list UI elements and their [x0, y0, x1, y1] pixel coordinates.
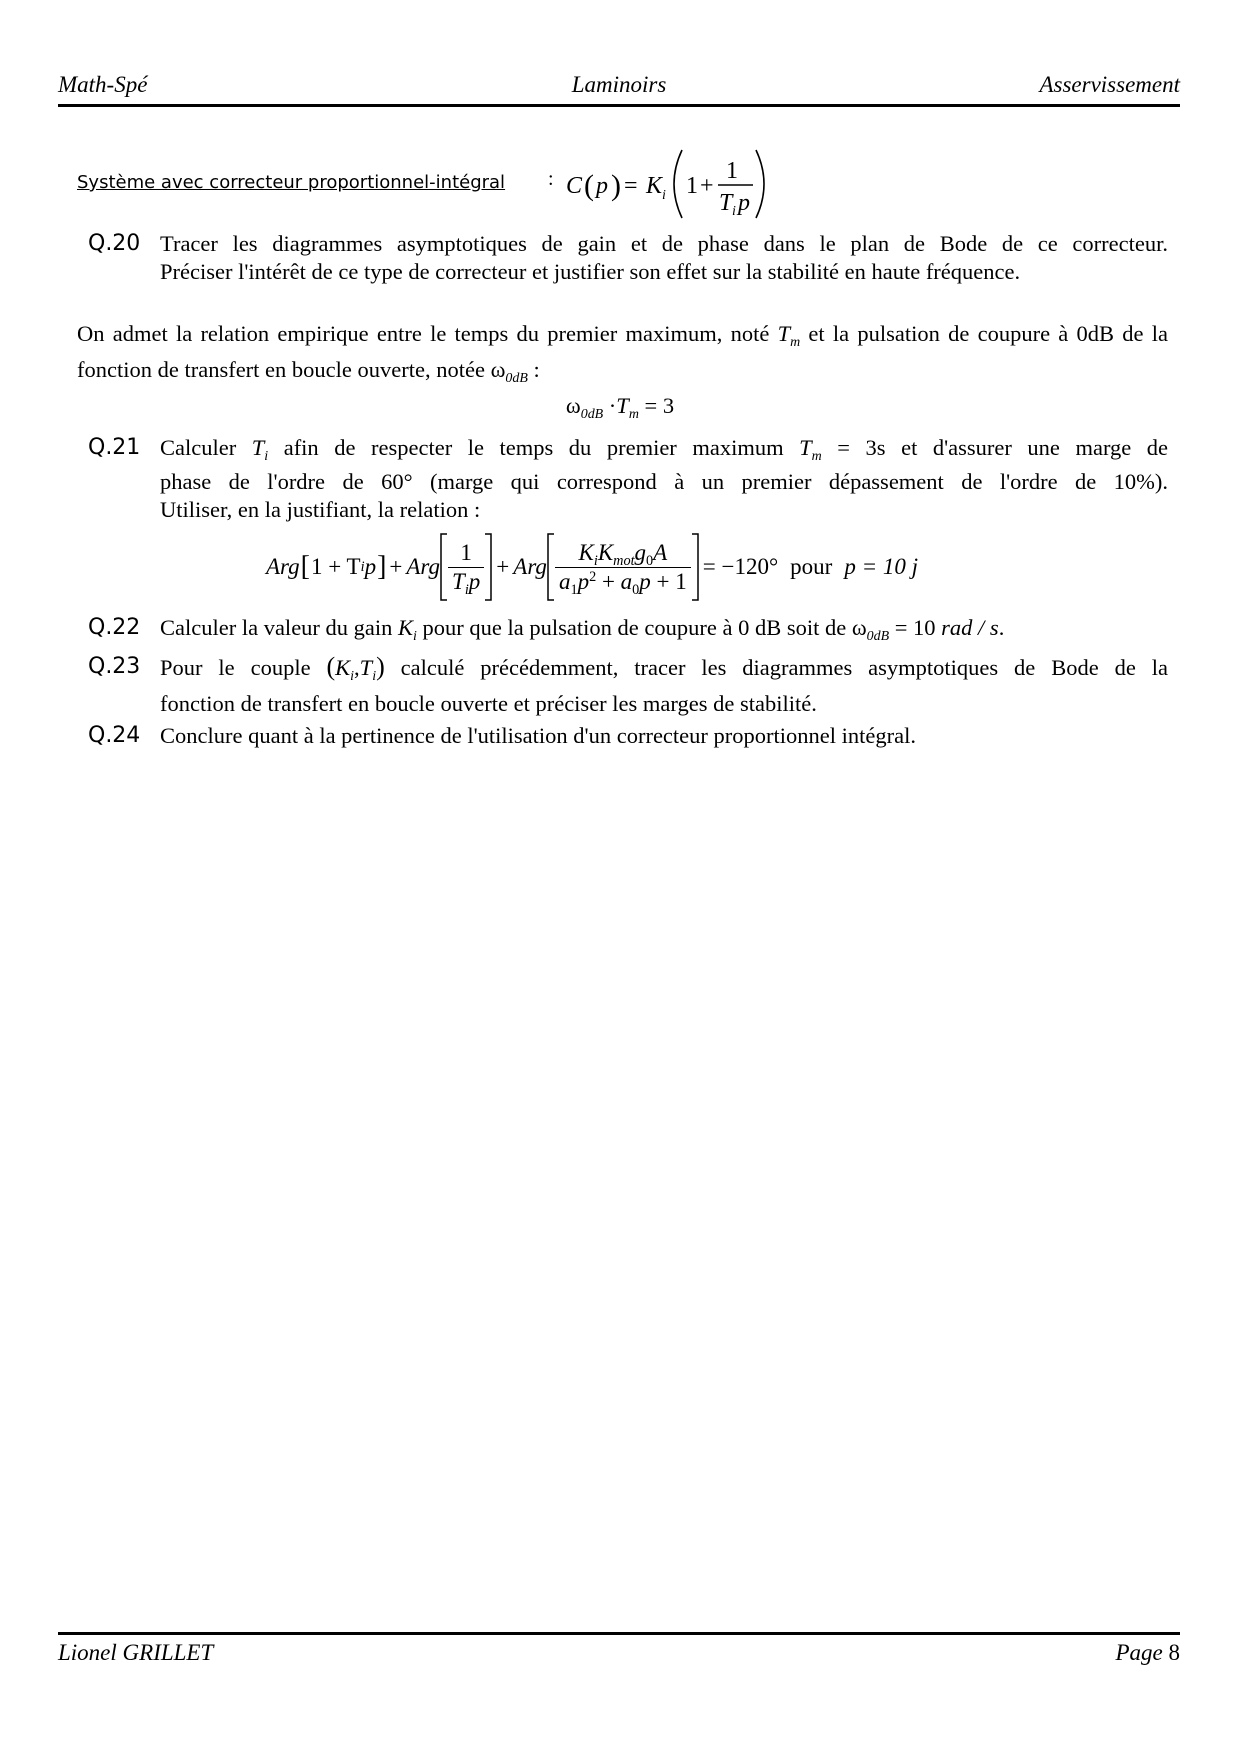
q22-omega-sub: 0dB — [866, 628, 890, 644]
formula-gain-sub: i — [662, 188, 666, 203]
header-left: Math-Spé — [58, 72, 148, 97]
formula-gain: K — [646, 173, 663, 199]
q21-a: Calculer — [160, 435, 237, 460]
question-24-label: Q.24 — [88, 723, 141, 748]
rel2-pour: pour — [790, 554, 833, 579]
rel2-plus1: + — [389, 554, 403, 579]
q21-Ti-sub: i — [264, 448, 269, 464]
question-24-text: Conclure quant à la pertinence de l'utilisation d'un correcteur proportionnel intégral. — [160, 723, 916, 748]
relation-omega-tm — [0, 393, 1240, 422]
header-rule — [58, 104, 1180, 107]
q22-K: K — [398, 615, 414, 640]
intro-part1: On admet la relation empirique entre le temps du premier maximum, noté — [77, 321, 770, 346]
svg-text:(: ( — [584, 169, 594, 202]
formula-den-p: p — [738, 190, 750, 216]
rel2-frac2-K2: K — [597, 540, 614, 566]
rel2-frac2-K: K — [578, 540, 594, 566]
rel2-frac2-sup: 2 — [589, 568, 597, 585]
q21-tm-val: = 3s — [837, 435, 886, 460]
q23-open: ( — [326, 652, 336, 681]
rel2-term1-p: p — [364, 554, 377, 579]
intro-omega-sub: 0dB — [505, 370, 528, 386]
rel2-frac2-one: + 1 — [656, 568, 687, 594]
rel2-pval: p = 10 j — [844, 554, 919, 579]
formula-den-T: T — [719, 190, 733, 216]
question-21-label: Q.21 — [88, 435, 141, 460]
intro-tm: T — [777, 321, 791, 346]
question-23-line2: fonction de transfert en boucle ouverte et préciser les marges de stabilité. — [160, 691, 817, 716]
q21-Ti: T — [251, 435, 265, 460]
q22-val: = 10 — [894, 615, 936, 640]
rel1-omega: ω — [565, 393, 581, 418]
rel2-frac1 — [448, 540, 484, 598]
corrector-formula-svg — [566, 146, 766, 222]
q21-Tm: T — [799, 435, 812, 460]
q23-T-sub: i — [372, 668, 377, 684]
q23-K-sub: i — [350, 668, 355, 684]
q22-end: . — [998, 615, 1005, 640]
intro-tm-sub: m — [790, 334, 801, 350]
rel1-dot: · — [608, 393, 617, 418]
section-colon: : — [548, 168, 554, 190]
q23-a: Pour le couple — [160, 655, 311, 680]
rel1-omega-sub: 0dB — [580, 406, 604, 422]
page-header — [58, 72, 1180, 106]
formula-eq: = — [624, 173, 638, 199]
intro-colon: : — [533, 357, 540, 382]
rel2-frac2-a0: a — [620, 568, 633, 594]
arg-relation: Arg [ 1 + T i p ] + Arg $\frac{1}{T_ip}$ + Arg $\frac{K_iK_{mot}g_0A}{a_1p^2 + a_0p + 1}$ = −120° pour p = 10 j — [266, 530, 918, 604]
intro-part3: 0dB de la fonction de transfert en boucle ouverte, notée — [77, 321, 1169, 382]
rel2-frac2-p: p — [577, 568, 590, 594]
q22-omega: ω — [851, 615, 867, 640]
q23-b: calculé précédemment, tracer les diagrammes asymptotiques de Bode de la — [400, 655, 1169, 680]
rel2-frac2-den-plus: + — [601, 568, 615, 594]
rel2-frac2-a1: a — [558, 568, 571, 594]
rel2-plus2: + — [496, 554, 510, 579]
rel2-frac2 — [555, 540, 691, 598]
footer-author: Lionel GRILLET — [58, 1640, 214, 1665]
q23-close: ) — [376, 652, 385, 681]
rel2-arg1: Arg — [266, 554, 300, 579]
section-title: Système avec correcteur proportionnel-intégral — [77, 172, 506, 193]
q21-Tm-sub: m — [811, 448, 822, 464]
rel2-frac2-A: A — [653, 540, 668, 566]
rel2-frac1-den-T: T — [452, 568, 465, 594]
formula-den-sub: i — [732, 204, 736, 219]
rel2-frac1-den-sub: i — [464, 581, 469, 598]
rel2-frac2-a0-sub: 0 — [632, 581, 640, 598]
intro-part2: et la pulsation de coupure à — [808, 321, 1069, 346]
rel2-frac1-den-p: p — [468, 568, 481, 594]
question-20-line2: Préciser l'intérêt de ce type de correcteur et justifier son effet sur la stabilité en haute fréquence. — [160, 259, 1021, 284]
formula-fn: C — [566, 173, 583, 199]
formula-num: 1 — [726, 158, 738, 184]
question-20-label: Q.20 — [88, 231, 141, 256]
header-center: Laminoirs — [571, 72, 667, 97]
rel2-frac2-Ki-sub: i — [593, 553, 598, 570]
intro-omega: ω — [490, 357, 506, 382]
question-23-line1 — [160, 653, 1168, 682]
formula-var: p — [596, 173, 608, 199]
rel2-frac2-a1-sub: 1 — [570, 581, 578, 598]
rel2-rhs: = −120° — [702, 554, 779, 579]
q21-c: et d'assurer une marge de — [901, 435, 1169, 460]
q23-T: T — [359, 655, 373, 680]
q23-K: K — [335, 655, 351, 680]
header-right: Asservissement — [1039, 72, 1180, 97]
rel2-arg2: Arg — [406, 554, 441, 579]
svg-text:): ) — [611, 169, 621, 202]
question-21-line1 — [160, 434, 1168, 462]
question-22-label: Q.22 — [88, 615, 141, 640]
question-21-line2: phase de l'ordre de 60° (marge qui correspond à un premier dépassement de l'ordre de 10%). — [160, 469, 1168, 494]
q23-comma: , — [354, 655, 360, 680]
rel2-frac2-g-sub: 0 — [646, 553, 654, 570]
formula-one: 1 — [686, 173, 698, 199]
formula-plus: + — [700, 173, 714, 199]
rel2-arg3: Arg — [513, 554, 547, 579]
q22-K-sub: i — [413, 628, 417, 644]
question-23-label: Q.23 — [88, 654, 141, 679]
question-20-line1: Tracer les diagrammes asymptotiques de gain et de phase dans le plan de Bode de ce correcteur. — [160, 231, 1168, 256]
footer-rule — [58, 1632, 1180, 1635]
question-21-line3: Utiliser, en la justifiant, la relation : — [160, 497, 481, 522]
rel1-T: T — [616, 393, 629, 418]
rel2-frac2-mot: mot — [613, 553, 635, 570]
footer-page-label: Page — [1115, 1640, 1163, 1665]
rel1-rhs: = 3 — [644, 393, 675, 418]
q22-unit: rad / s — [941, 615, 999, 640]
rel1-T-sub: m — [628, 406, 639, 422]
footer-page — [1115, 1640, 1180, 1666]
rel2-term1: 1 + T — [310, 554, 361, 579]
footer-page-number: 8 — [1168, 1640, 1180, 1665]
rel2-frac2-p2: p — [639, 568, 651, 594]
q21-b: afin de respecter le temps du premier maximum — [283, 435, 784, 460]
q22-b: pour que la pulsation de coupure à 0 dB soit de — [422, 615, 847, 640]
question-22-line1 — [160, 614, 1168, 642]
intro-paragraph — [77, 316, 1168, 388]
rel2-frac1-num: 1 — [460, 540, 472, 566]
q22-a: Calculer la valeur du gain — [160, 615, 393, 640]
rel2-frac2-g: g — [634, 540, 647, 566]
